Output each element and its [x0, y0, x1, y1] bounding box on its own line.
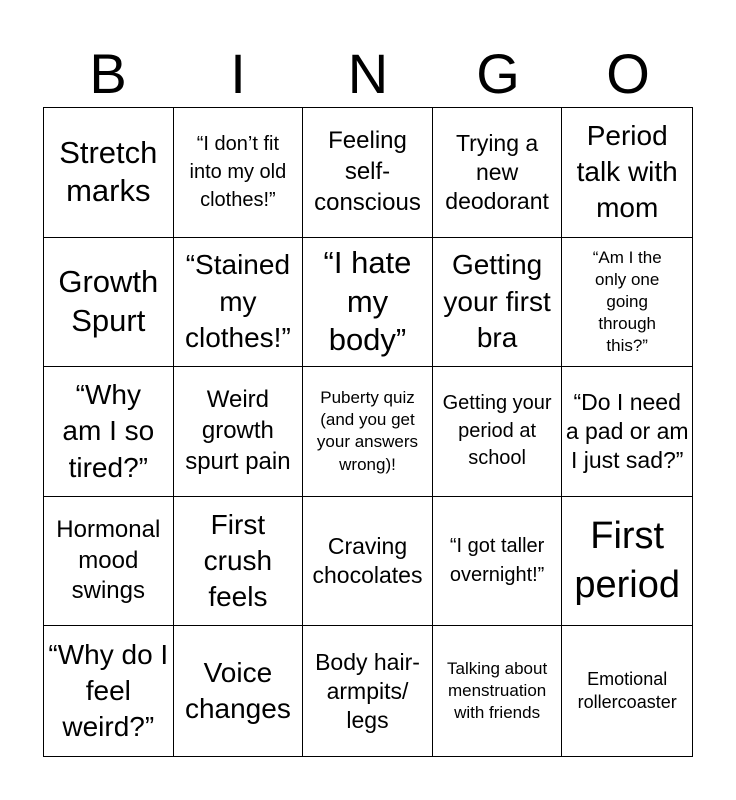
cell-text: First period [574, 515, 681, 607]
cell-text: Period talk with mom [576, 119, 678, 224]
bingo-cell[interactable] [174, 108, 304, 238]
cell-text: Getting your period at school [442, 392, 552, 470]
bingo-cell[interactable] [433, 367, 563, 497]
bingo-cell[interactable] [433, 238, 563, 368]
bingo-cell[interactable] [303, 367, 433, 497]
cell-text: “Why am I so tired?” [62, 378, 155, 483]
bingo-cell[interactable] [44, 367, 174, 497]
cell-text: Feeling self-conscious [314, 127, 421, 216]
cell-text: Hormonal mood swings [56, 516, 161, 605]
cell-text: Body hair- armpits/ legs [315, 649, 420, 733]
bingo-cell[interactable] [44, 497, 174, 627]
bingo-cell[interactable] [303, 497, 433, 627]
bingo-cell[interactable] [303, 238, 433, 368]
bingo-cell[interactable] [562, 626, 692, 756]
bingo-cell[interactable] [44, 238, 174, 368]
bingo-cell[interactable] [174, 238, 304, 368]
cell-text: Weird growth spurt pain [185, 386, 291, 475]
bingo-cell[interactable] [174, 626, 304, 756]
cell-text: “I hate my body” [323, 245, 412, 358]
cell-text: “Am I the only one going through this?” [592, 247, 662, 356]
cell-text: Puberty quiz (and you get your answers wrong)! [316, 388, 419, 474]
bingo-cell[interactable] [562, 238, 692, 368]
cell-text: Growth Spurt [58, 264, 159, 338]
bingo-cell[interactable] [562, 367, 692, 497]
header-letter-n: N [347, 42, 389, 105]
cell-text: Stretch marks [59, 134, 158, 209]
cell-text: “Do I need a pad or am I just sad?” [565, 389, 689, 473]
cell-text: “Why do I feel weird?” [48, 638, 169, 743]
bingo-cell[interactable] [174, 497, 304, 627]
bingo-cell[interactable] [562, 497, 692, 627]
cell-text: Getting your first bra [443, 249, 551, 354]
bingo-cell[interactable] [433, 497, 563, 627]
cell-text: Craving chocolates [312, 533, 423, 589]
header-letter-b: B [89, 42, 127, 105]
bingo-cell[interactable] [562, 108, 692, 238]
header-letter-g: G [476, 42, 520, 105]
bingo-cell[interactable] [44, 626, 174, 756]
cell-text: Talking about menstruation with friends [447, 659, 548, 723]
header-letter-i: I [230, 42, 246, 105]
bingo-cell[interactable] [174, 367, 304, 497]
header-letter-o: O [606, 42, 650, 105]
cell-text: First crush feels [203, 508, 273, 613]
cell-text: “Stained my clothes!” [184, 249, 291, 354]
bingo-cell[interactable] [433, 626, 563, 756]
cell-text: “I got taller overnight!” [449, 535, 545, 587]
cell-text: Emotional rollercoaster [577, 668, 677, 713]
bingo-cell[interactable] [44, 108, 174, 238]
cell-text: “I don’t fit into my old clothes!” [189, 132, 287, 212]
cell-text: Trying a new deodorant [445, 130, 549, 214]
bingo-board [43, 107, 693, 757]
bingo-cell[interactable] [303, 626, 433, 756]
bingo-header [43, 40, 693, 108]
cell-text: Voice changes [184, 656, 291, 725]
bingo-cell[interactable] [433, 108, 563, 238]
bingo-cell[interactable] [303, 108, 433, 238]
